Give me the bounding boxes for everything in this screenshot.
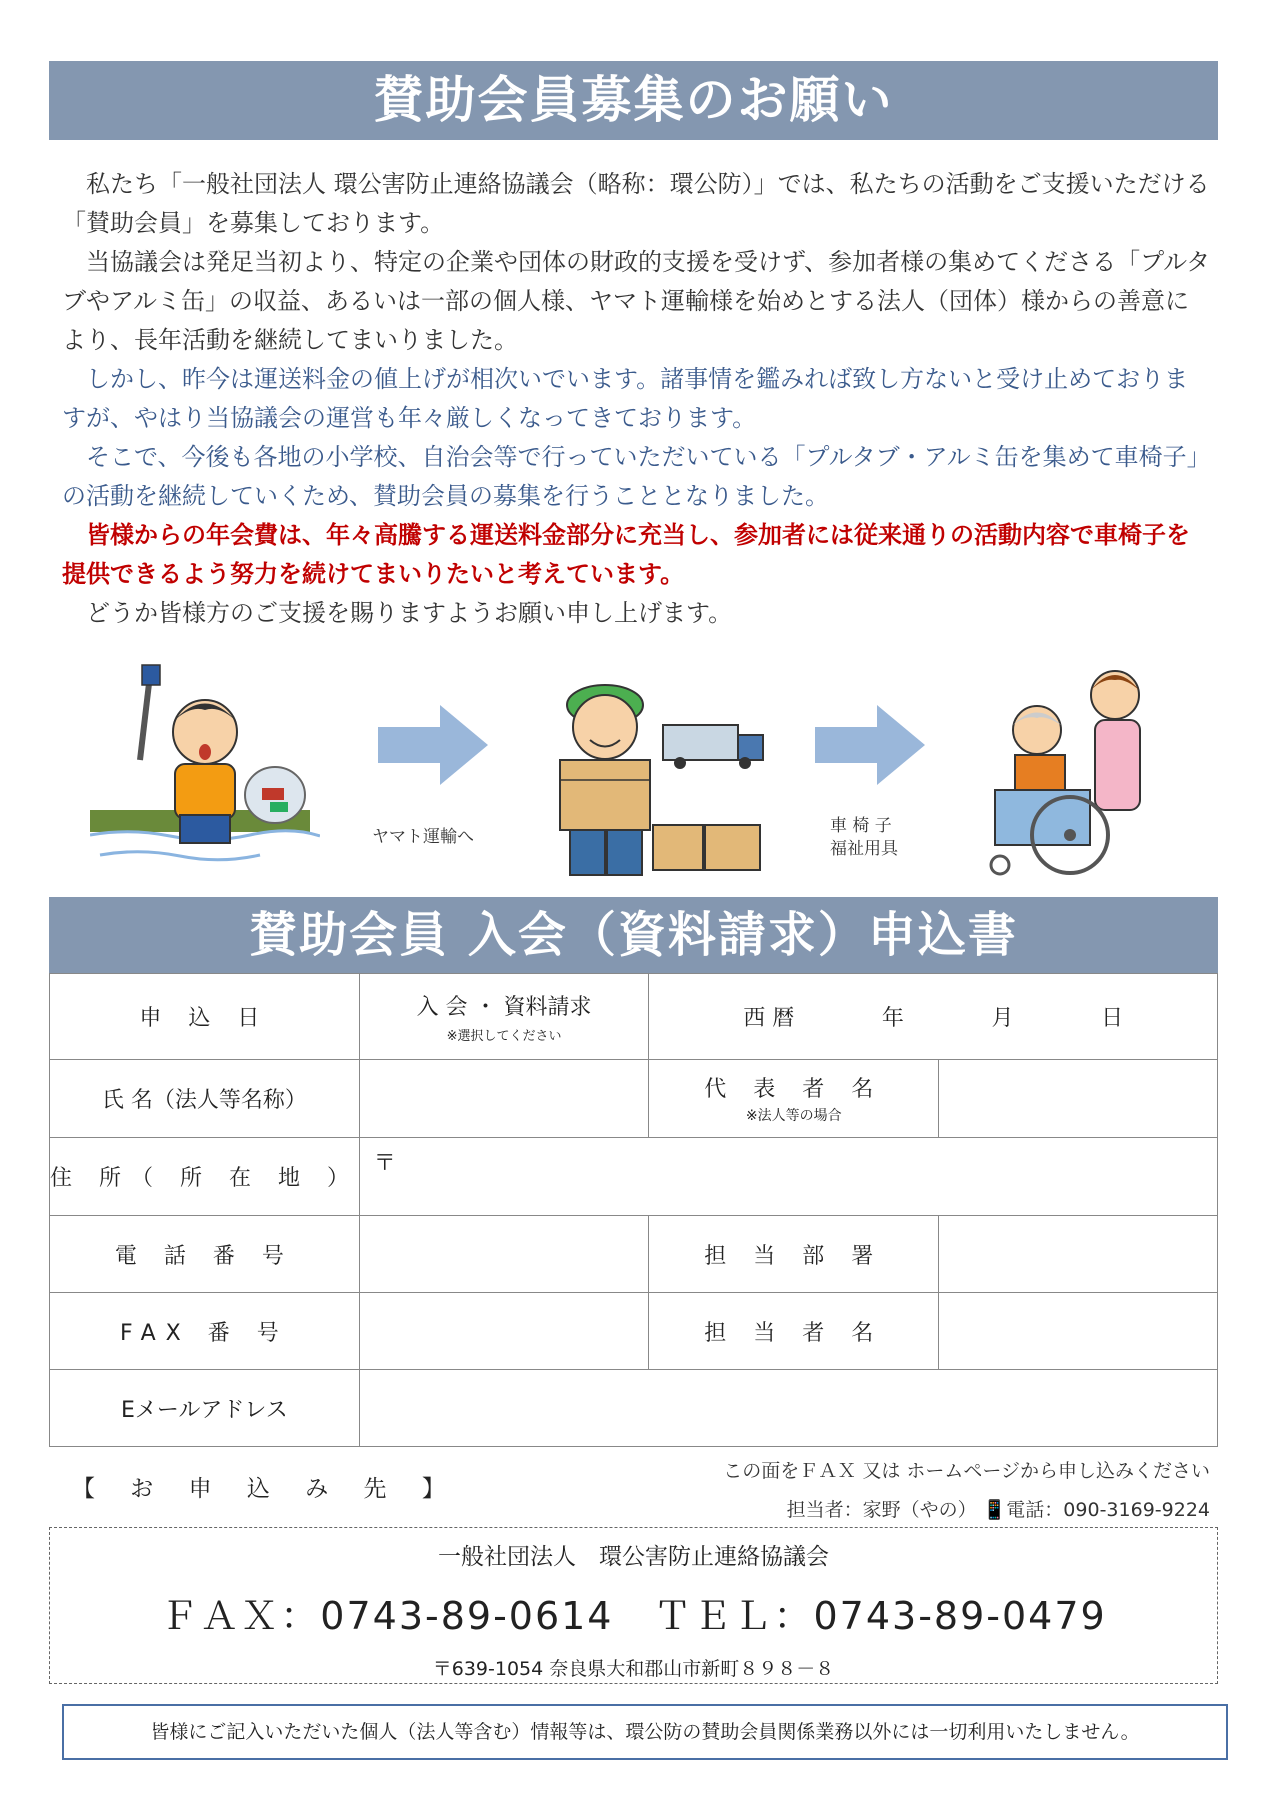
fax-tel-numbers: ＦＡＸ：0743-89-0614 ＴＥＬ：0743-89-0479	[160, 1594, 1107, 1638]
name-label: 氏 名（法人等名称）	[50, 1060, 360, 1138]
rep-label: 代 表 者 名	[704, 1077, 884, 1102]
email-field[interactable]	[359, 1370, 1217, 1447]
person-field[interactable]	[939, 1293, 1218, 1370]
address-label: 住 所（ 所 在 地 ）	[50, 1138, 360, 1216]
privacy-notice: 皆様にご記入いただいた個人（法人等含む）情報等は、環公防の賛助会員関係業務以外には一切利用いたしません。	[62, 1704, 1228, 1760]
name-field[interactable]	[359, 1060, 649, 1138]
date-month: 月	[991, 1006, 1014, 1031]
delivery-worker-illustration	[545, 665, 770, 880]
organization-address: 〒639-1054 奈良県大和郡山市新町８９８－８	[432, 1658, 835, 1680]
rep-field[interactable]	[939, 1060, 1218, 1138]
flow-caption-wheelchair	[830, 815, 898, 861]
form-title: 賛助会員 入会（資料請求）申込書	[49, 897, 1218, 973]
email-label: Eメールアドレス	[50, 1370, 360, 1447]
type-note: ※選択してください	[446, 1028, 562, 1044]
address-field[interactable]	[359, 1138, 1217, 1216]
intro-paragraph-6: どうか皆様方のご支援を賜りますようお願い申し上げます。	[86, 599, 733, 627]
child-collecting-cans-illustration	[90, 660, 320, 870]
organization-name: 一般社団法人 環公害防止連絡協議会	[438, 1544, 829, 1570]
dept-field[interactable]	[939, 1216, 1218, 1293]
arrow-right-icon	[815, 705, 925, 785]
fax-field[interactable]	[359, 1293, 649, 1370]
date-year: 年	[881, 1006, 904, 1031]
dept-label: 担 当 部 署	[649, 1216, 939, 1293]
phone-label: 電 話 番 号	[50, 1216, 360, 1293]
intro-text	[62, 165, 1212, 633]
intro-paragraph-4: そこで、今後も各地の小学校、自治会等で行っていただいている「プルタブ・アルミ缶を集めて車椅子」の活動を継続していくため、賛助会員の募集を行うこととなりました。	[62, 443, 1211, 510]
apply-note: この面をＦＡＸ 又は ホームページから申し込みください	[723, 1460, 1210, 1482]
contact-box	[49, 1527, 1218, 1684]
date-era: 西 暦	[743, 1006, 795, 1031]
apply-label: 【 お 申 込 み 先 】	[72, 1476, 459, 1502]
page-title: 賛助会員募集のお願い	[49, 61, 1218, 140]
wheelchair-illustration	[975, 660, 1185, 885]
phone-field[interactable]	[359, 1216, 649, 1293]
flow-caption-wheelchair-line1: 車 椅 子	[830, 816, 892, 836]
contact-person: 担当者：家野（やの） 📱電話：090-3169-9224	[786, 1499, 1210, 1521]
intro-paragraph-5: 皆様からの年会費は、年々高騰する運送料金部分に充当し、参加者には従来通りの活動内容で車椅子を提供できるよう努力を続けてまいりたいと考えています。	[62, 521, 1190, 588]
rep-note: ※法人等の場合	[745, 1108, 842, 1124]
rep-label-cell	[649, 1060, 939, 1138]
date-day: 日	[1101, 1006, 1124, 1031]
type-option[interactable]: 入 会 ・ 資料請求	[416, 994, 592, 1020]
application-form	[49, 973, 1218, 1447]
intro-paragraph-1: 私たち「一般社団法人 環公害防止連絡協議会（略称：環公防）」では、私たちの活動をご支援いただける「賛助会員」を募集しております。	[62, 170, 1210, 237]
flow-caption-yamato: ヤマト運輸へ	[372, 827, 474, 847]
arrow-right-icon	[378, 705, 488, 785]
date-input-cell[interactable]	[649, 974, 1218, 1060]
fax-label: FAX 番 号	[50, 1293, 360, 1370]
intro-paragraph-2: 当協議会は発足当初より、特定の企業や団体の財政的支援を受けず、参加者様の集めてくださる「プルタブやアルミ缶」の収益、あるいは一部の個人様、ヤマト運輸様を始めとする法人（団体）様からの善意により、長年活動を継続してまいりました。	[62, 248, 1211, 354]
person-label: 担 当 者 名	[649, 1293, 939, 1370]
flow-caption-wheelchair-line2: 福祉用具	[830, 839, 898, 859]
intro-paragraph-3: しかし、昨今は運送料金の値上げが相次いでいます。諸事情を鑑みれば致し方ないと受け止めておりますが、やはり当協議会の運営も年々厳しくなってきております。	[62, 365, 1189, 432]
type-select-cell[interactable]	[359, 974, 649, 1060]
postal-mark: 〒	[373, 1151, 396, 1176]
date-label: 申 込 日	[50, 974, 360, 1060]
